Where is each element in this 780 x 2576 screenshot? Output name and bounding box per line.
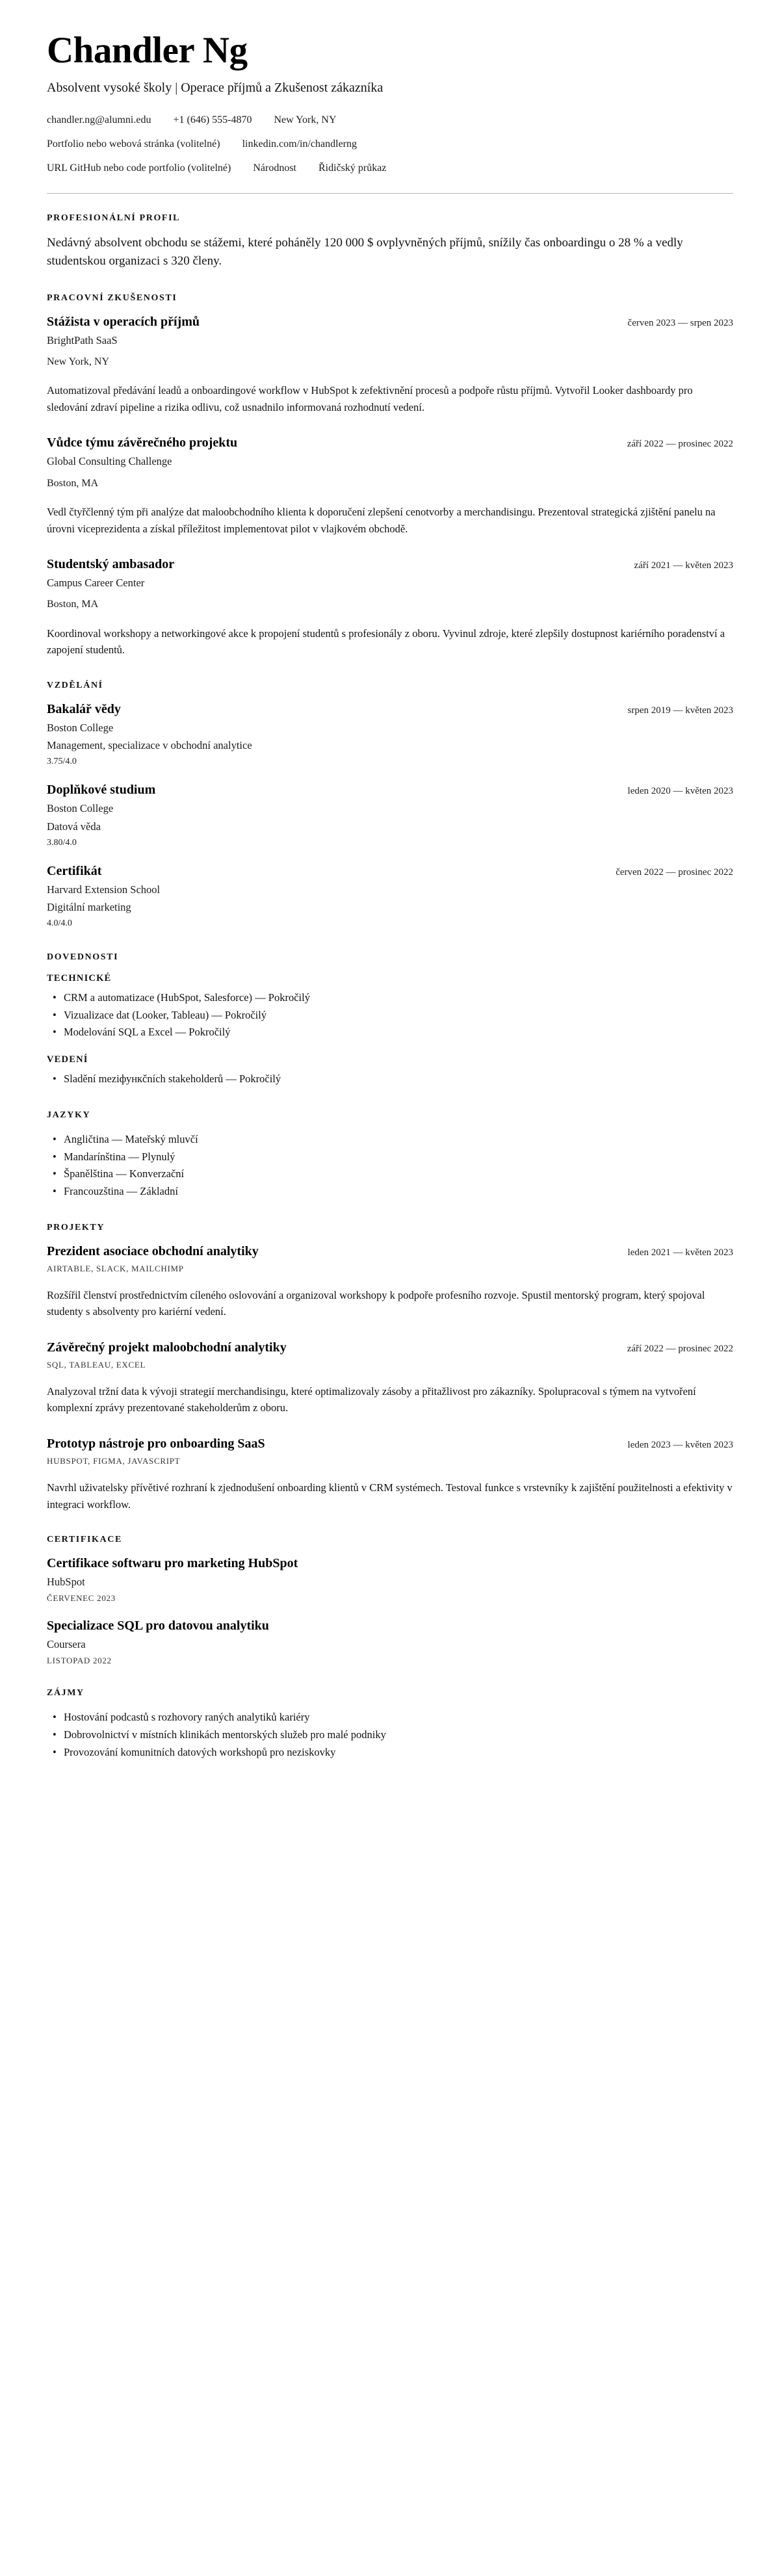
experience-item-head [47,314,733,330]
project-item [47,1340,733,1416]
section-certificates [47,1535,733,1666]
project-tags: HUBSPOT, FIGMA, JAVASCRIPT [47,1456,181,1466]
language-list [47,1131,733,1201]
education-gpa: 3.80/4.0 [47,837,77,848]
project-item-head [47,1436,733,1452]
education-school: Harvard Extension School [47,883,161,896]
certificate-date: ČERVENEC 2023 [47,1593,116,1604]
experience-description: Vedl čtyřčlenný tým při analýze dat maloobchodního klienta k doporučení zlepšení cenotvorby a merchandisingu. Prezentoval strategická zjištění panelu na úrovni viceprezidenta a získal příležitost implementovat pilot v vlajkovém obchodě. [47,505,716,535]
language-item: • Mandarínština — Plynulý [64,1149,733,1166]
experience-date: září 2021 — květen 2023 [634,560,733,571]
header-divider [47,193,733,194]
contact-nationality-label: Národnost [253,162,296,174]
education-degree: Bakalář vědy [47,701,121,716]
project-description: Rozšířil členství prostřednictvím cíleného oslovování a organizoval workshopy k podpoře profesního rozvoje. Spustil mentorský program, který spojoval studenty s absolventy pro kariérní vedení. [47,1288,705,1318]
section-experience [47,293,733,658]
education-gpa: 4.0/4.0 [47,918,72,929]
project-tags: SQL, TABLEAU, EXCEL [47,1359,146,1370]
experience-location: Boston, MA [47,477,99,489]
project-item-head [47,1340,733,1356]
education-item-head [47,863,733,879]
project-item [47,1436,733,1513]
project-description: Navrhl uživatelsky přívětivé rozhraní k zjednodušení onboarding klientů v CRM systémech. Testoval funkce s vrstevníky k zajištění použitelnosti a efektivity v integraci workflow. [47,1481,733,1511]
certificate-item [47,1618,733,1666]
education-school: Boston College [47,802,114,815]
project-item-head [47,1243,733,1260]
interest-item: • Hostování podcastů s rozhovory raných analytiků kariéry [64,1709,733,1726]
section-title-education: VZDĚLÁNÍ [47,680,103,690]
section-skills [47,952,733,1088]
education-item [47,782,733,849]
profile-summary: Nedávný absolvent obchodu se stážemi, které poháněly 120 000 $ ovplyvněných příjmů, snížily čas onboardingu o 28 % a vedly studentskou organizaci s 320 členy. [47,235,683,268]
education-field: Management, specializace v obchodní analytice [47,738,252,751]
project-description: Analyzoval tržní data k vývoji strategií merchandisingu, které optimalizovaly zásoby a přitažlivost pro zákazníky. Spolupracoval s týmem na vytvoření komplexní zprávy prezentované stakeholderům z oboru. [47,1385,696,1414]
education-item [47,701,733,768]
section-title-projects: PROJEKTY [47,1222,105,1232]
section-projects [47,1223,733,1513]
skill-group-leadership [47,1054,733,1088]
contact-linkedin[interactable]: linkedin.com/in/chandlerng [242,138,357,150]
experience-role: Stážista v operacích příjmů [47,314,200,329]
experience-description: Koordinoval workshopy a networkingové akce k propojení studentů s profesionály z oboru. Vyvinul zdroje, které zlepšily dostupnost kariérního poradenství a zapojení studentů. [47,627,725,657]
interest-item: • Provozování komunitních datových workshopů pro neziskovky [64,1744,733,1762]
experience-date: červen 2023 — srpen 2023 [627,317,733,328]
section-profile [47,213,733,271]
experience-role: Studentský ambasador [47,557,175,572]
experience-description: Automatizoval předávání leadů a onboardingové workflow v HubSpot k zefektivnění procesů a podpoře růstu příjmů. Vytvořil Looker dashboardy pro sledování zdraví pipeline a rizika odlivu, což usnadnilo informovaná rozhodnutí vedení. [47,384,693,413]
contact-line-1 [47,112,733,128]
language-item: • Francouzština — Základní [64,1183,733,1201]
education-item-head [47,782,733,798]
section-title-experience: PRACOVNÍ ZKUŠENOSTI [47,293,177,303]
language-item: • Angličtina — Mateřský mluvčí [64,1131,733,1149]
resume-header [47,31,733,176]
skill-group-technical [47,973,733,1041]
candidate-name: Chandler Ng [47,30,248,71]
skill-item: • Vizualizace dat (Looker, Tableau) — Pokročilý [64,1007,733,1024]
education-degree: Certifikát [47,864,102,879]
interest-list [47,1709,733,1761]
project-date: září 2022 — prosinec 2022 [627,1343,733,1354]
project-name: Prototyp nástroje pro onboarding SaaS [47,1437,265,1451]
experience-company: Global Consulting Challenge [47,455,172,468]
certificate-item-head [47,1555,733,1572]
skill-item: • CRM a automatizace (HubSpot, Salesforce) — Pokročilý [64,989,733,1007]
project-date: leden 2021 — květen 2023 [627,1247,733,1258]
section-title-certificates: CERTIFIKACE [47,1535,122,1545]
section-interests [47,1688,733,1761]
section-title-languages: JAZYKY [47,1110,91,1120]
candidate-headline: Absolvent vysoké školy | Operace příjmů a Zkušenost zákazníka [47,80,384,95]
skill-list [47,989,733,1041]
education-date: leden 2020 — květen 2023 [627,786,733,797]
experience-item-head [47,556,733,573]
certificate-name: Specializace SQL pro datovou analytiku [47,1619,269,1633]
project-item [47,1243,733,1320]
education-school: Boston College [47,721,114,734]
project-date: leden 2023 — květen 2023 [627,1440,733,1451]
section-title-profile: PROFESIONÁLNÍ PROFIL [47,213,181,223]
education-field: Datová věda [47,820,101,833]
certificate-item-head [47,1618,733,1634]
section-title-interests: ZÁJMY [47,1688,84,1698]
skill-group-title: VEDENÍ [47,1054,88,1065]
section-languages [47,1110,733,1201]
skill-item: • Modelování SQL a Excel — Pokročilý [64,1024,733,1041]
education-degree: Doplňkové studium [47,783,156,798]
contact-location: New York, NY [274,114,337,125]
education-item-head [47,701,733,718]
experience-location: Boston, MA [47,599,99,610]
language-item: • Španělština — Konverzační [64,1165,733,1183]
experience-date: září 2022 — prosinec 2022 [627,439,733,450]
certificate-item [47,1555,733,1604]
project-tags: AIRTABLE, SLACK, MAILCHIMP [47,1263,184,1273]
experience-item [47,556,733,658]
contact-email[interactable]: chandler.ng@alumni.edu [47,114,151,125]
experience-item [47,314,733,416]
education-date: červen 2022 — prosinec 2022 [616,867,733,878]
certificate-issuer: HubSpot [47,1576,85,1589]
contact-github-label: URL GitHub nebo code portfolio (volitelné) [47,162,231,174]
contact-phone[interactable]: +1 (646) 555-4870 [173,114,252,125]
certificate-name: Certifikace softwaru pro marketing HubSpot [47,1556,298,1571]
experience-company: Campus Career Center [47,577,145,590]
experience-role: Vůdce týmu závěrečného projektu [47,436,238,450]
contact-line-2 [47,137,733,152]
certificate-issuer: Coursera [47,1638,86,1651]
certificate-date: LISTOPAD 2022 [47,1656,112,1666]
section-education [47,681,733,930]
section-title-skills: DOVEDNOSTI [47,952,119,963]
education-item [47,863,733,930]
experience-item-head [47,435,733,451]
contact-drivers-license-label: Řidičský průkaz [318,162,387,174]
experience-location: New York, NY [47,356,110,367]
interest-item: • Dobrovolnictví v místních klinikách mentorských služeb pro malé podniky [64,1726,733,1744]
skill-list [47,1071,733,1088]
contact-line-3 [47,161,733,176]
education-gpa: 3.75/4.0 [47,756,77,766]
experience-company: BrightPath SaaS [47,333,118,346]
project-name: Prezident asociace obchodní analytiky [47,1243,259,1258]
experience-item [47,435,733,537]
education-field: Digitální marketing [47,901,131,914]
skill-group-title: TECHNICKÉ [47,973,112,984]
project-name: Závěrečný projekt maloobchodní analytiky [47,1340,287,1355]
contact-portfolio-label: Portfolio nebo webová stránka (volitelné) [47,138,220,150]
education-date: srpen 2019 — květen 2023 [627,705,733,716]
skill-item: • Sladění mezіфункčních stakeholderů — Pokročilý [64,1071,733,1088]
